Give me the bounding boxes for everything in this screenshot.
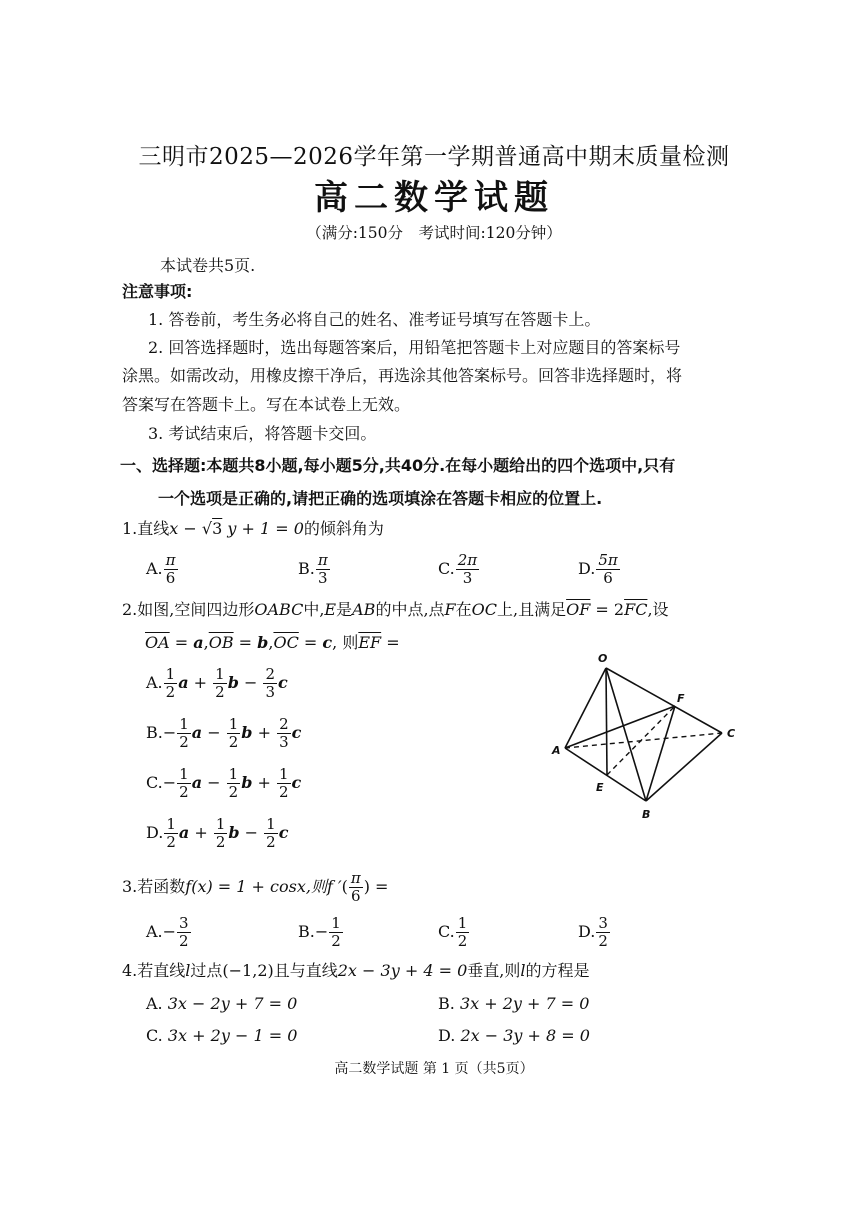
- vector: b: [241, 723, 253, 742]
- option-label: A.: [146, 559, 163, 578]
- vector: b: [241, 773, 253, 792]
- fraction: [277, 766, 291, 801]
- fraction: [329, 915, 343, 950]
- question-2-line-1: [122, 600, 669, 620]
- denominator: 2: [165, 683, 176, 701]
- fraction: [596, 552, 619, 587]
- vector: a: [191, 723, 203, 742]
- fraction: [316, 552, 330, 587]
- vector-c: c: [322, 633, 333, 652]
- option-label: D.: [146, 823, 164, 842]
- label-f: F: [677, 692, 685, 705]
- fraction: [263, 666, 277, 701]
- option-label: A.: [146, 994, 163, 1013]
- numerator: 2π: [457, 551, 478, 569]
- denominator: 2: [266, 833, 276, 851]
- option-label: B.: [438, 994, 455, 1013]
- fraction: [213, 666, 227, 701]
- denominator: 2: [278, 783, 289, 801]
- sign: −: [314, 922, 329, 941]
- question-2-line-2: [145, 633, 400, 653]
- denominator: 2: [228, 783, 239, 801]
- numerator: 1: [457, 914, 468, 932]
- vector: b: [227, 673, 239, 692]
- q1-op: −: [178, 519, 202, 538]
- option-label: C.: [438, 559, 455, 578]
- numerator: 1: [165, 665, 176, 683]
- vector: c: [278, 823, 289, 842]
- section-1-line-2: 一个选项是正确的,请把正确的选项填涂在答题卡相应的位置上.: [158, 489, 603, 508]
- sign: +: [252, 773, 276, 792]
- fraction: [264, 816, 278, 851]
- q4-text: 过点(−1,2)且与直线: [190, 961, 338, 980]
- question-4: [122, 961, 590, 981]
- fraction: [456, 915, 470, 950]
- q2-text: 中,: [303, 600, 325, 619]
- option-label: A.: [146, 673, 163, 692]
- q3-expr: (x) = 1 + cosx,则: [191, 877, 327, 896]
- denominator: 2: [598, 932, 608, 950]
- numerator: π: [317, 551, 328, 569]
- edge-ab: [565, 748, 646, 801]
- question-3: [122, 870, 388, 905]
- vector-ob: $\overline{OB}$: [208, 633, 234, 652]
- q2-eq: =: [169, 633, 194, 652]
- q3-text: 若函数: [137, 877, 186, 896]
- vector-fc: $\overline{FC}$: [624, 600, 648, 619]
- vector-a: a: [193, 633, 204, 652]
- denominator: 6: [351, 887, 361, 905]
- sign: +: [189, 823, 213, 842]
- question-number: 4.: [122, 961, 138, 980]
- fraction: [177, 915, 191, 950]
- q2-var: E: [324, 600, 337, 619]
- q1-option-a[interactable]: [146, 552, 179, 587]
- fraction: [277, 716, 291, 751]
- numerator: 1: [228, 765, 239, 783]
- q2-text: 的中点,点: [375, 600, 445, 619]
- denominator: 2: [215, 833, 226, 851]
- denominator: 2: [179, 932, 189, 950]
- q2-var: OABC: [254, 600, 304, 619]
- vector: c: [278, 673, 288, 692]
- exam-line: 三明市2025—2026学年第一学期普通高中期末质量检测: [138, 144, 730, 170]
- q2-eq: =: [298, 633, 323, 652]
- page-footer: 高二数学试题 第 1 页（共5页）: [334, 1061, 534, 1077]
- option-label: D.: [578, 922, 596, 941]
- q2-text: = 2: [590, 600, 625, 619]
- q4-option-b[interactable]: [438, 994, 589, 1014]
- q2-text: =: [381, 633, 400, 652]
- q2-option-d[interactable]: [146, 816, 288, 851]
- numerator: 1: [179, 715, 189, 733]
- q4-option-c[interactable]: [146, 1026, 297, 1046]
- sign: −: [202, 773, 226, 792]
- sign: +: [252, 723, 277, 742]
- q3-option-a[interactable]: [146, 915, 192, 950]
- option-label: A.: [146, 922, 163, 941]
- q4-option-a[interactable]: [146, 994, 297, 1014]
- q2-var: OC: [471, 600, 498, 619]
- denominator: 2: [166, 833, 176, 851]
- denominator: 2: [457, 932, 468, 950]
- denominator: 2: [215, 683, 225, 701]
- label-c: C: [727, 727, 736, 740]
- label-b: B: [642, 808, 651, 821]
- fraction: [164, 666, 178, 701]
- fraction: [227, 716, 241, 751]
- q1-eq-rest: y + 1 = 0: [222, 519, 304, 538]
- q4-text: 垂直,则: [467, 961, 521, 980]
- option-label: B.: [298, 559, 315, 578]
- numerator: 1: [331, 914, 341, 932]
- q3-option-c[interactable]: [438, 915, 470, 950]
- q2-eq: =: [233, 633, 258, 652]
- fraction: [177, 766, 191, 801]
- sign: −: [162, 773, 177, 792]
- q2-text: ,设: [647, 600, 669, 619]
- denominator: 3: [318, 569, 328, 587]
- denominator: 2: [179, 783, 189, 801]
- option-label: C.: [146, 1026, 163, 1045]
- q1-option-d[interactable]: [578, 552, 621, 587]
- vector: a: [178, 823, 190, 842]
- fraction: [164, 816, 178, 851]
- q2-option-c[interactable]: [146, 766, 301, 801]
- vector-b: b: [257, 633, 269, 652]
- q3-option-b[interactable]: [298, 915, 344, 950]
- denominator: 6: [603, 569, 613, 587]
- q1-text-end: 的倾斜角为: [303, 519, 384, 538]
- notice-item-2-line-2: 涂黑。如需改动，用橡皮擦干净后，再选涂其他答案标号。回答非选择题时，将: [122, 366, 683, 385]
- sign: −: [162, 723, 177, 742]
- edge-oa: [565, 668, 606, 748]
- q1-option-c[interactable]: [438, 552, 480, 587]
- q2-option-b[interactable]: [146, 716, 301, 751]
- exam-subtitle: （满分:150分 考试时间:120分钟）: [306, 224, 562, 242]
- question-number: 1.: [122, 519, 138, 538]
- q4-var-l: l: [520, 961, 526, 980]
- label-a: A: [552, 744, 561, 757]
- q2-comma: ,: [203, 633, 209, 652]
- q4-var-l: l: [185, 961, 191, 980]
- option-label: C.: [438, 922, 455, 941]
- numerator: 1: [278, 765, 289, 783]
- q2-var: F: [444, 600, 456, 619]
- q2-text: 如图,空间四边形: [137, 600, 255, 619]
- q3-option-d[interactable]: [578, 915, 611, 950]
- sign: −: [202, 723, 226, 742]
- fraction: [227, 766, 241, 801]
- label-o: O: [598, 652, 608, 665]
- denominator: 6: [165, 569, 176, 587]
- vector: c: [291, 723, 302, 742]
- q2-comma: ,: [268, 633, 274, 652]
- label-e: E: [596, 781, 604, 794]
- denominator: 3: [462, 569, 473, 587]
- option-label: B.: [146, 723, 163, 742]
- vector: b: [228, 823, 240, 842]
- q2-text: 在: [455, 600, 472, 619]
- vector: a: [191, 773, 203, 792]
- fraction: [456, 552, 479, 587]
- q1-text: 直线: [137, 519, 170, 538]
- denominator: 3: [279, 733, 289, 751]
- sign: +: [188, 673, 213, 692]
- vector-of: $\overline{OF}$: [566, 600, 591, 619]
- q3-derivative: f ′: [326, 877, 342, 896]
- q1-var-x: x: [169, 519, 179, 538]
- denominator: 2: [228, 733, 239, 751]
- option-text: 2x − 3y + 8 = 0: [460, 1026, 590, 1045]
- q4-equation: 2x − 3y + 4 = 0: [337, 961, 468, 980]
- edge-bc: [646, 733, 722, 801]
- numerator: 1: [266, 815, 276, 833]
- q2-var: AB: [352, 600, 376, 619]
- tetrahedron-figure: [540, 648, 750, 823]
- segment-oe: [606, 668, 607, 775]
- option-label: D.: [438, 1026, 456, 1045]
- numerator: 2: [279, 715, 289, 733]
- fraction: [349, 870, 363, 905]
- numerator: π: [350, 869, 361, 887]
- vector-oc: $\overline{OC}$: [273, 633, 299, 652]
- numerator: 1: [215, 665, 225, 683]
- sqrt-symbol: √: [201, 519, 213, 538]
- denominator: 2: [331, 932, 341, 950]
- fraction: [596, 915, 610, 950]
- question-number: 3.: [122, 877, 138, 896]
- fraction: [164, 552, 178, 587]
- notice-item-3: 3. 考试结束后，将答题卡交回。: [148, 424, 377, 443]
- edge-ac-hidden: [565, 733, 722, 748]
- fraction: [177, 716, 191, 751]
- vector-ef: $\overline{EF}$: [358, 633, 382, 652]
- question-1: [122, 519, 384, 539]
- sign: −: [162, 922, 177, 941]
- q3-paren: ) =: [363, 877, 389, 896]
- q3-paren: (: [341, 877, 348, 896]
- notice-item-1: 1. 答卷前，考生务必将自己的姓名、准考证号填写在答题卡上。: [148, 310, 601, 329]
- q4-text: 若直线: [137, 961, 186, 980]
- option-text: 3x + 2y + 7 = 0: [459, 994, 590, 1013]
- vector: a: [178, 673, 189, 692]
- numerator: 1: [215, 815, 226, 833]
- q2-text: 是: [336, 600, 353, 619]
- numerator: 5π: [598, 551, 618, 569]
- q4-text: 的方程是: [525, 961, 590, 980]
- notice-item-2-line-1: 2. 回答选择题时，选出每题答案后，用铅笔把答题卡上对应题目的答案标号: [148, 338, 681, 357]
- numerator: 3: [598, 914, 608, 932]
- vector: c: [291, 773, 302, 792]
- q4-option-d[interactable]: [438, 1026, 590, 1046]
- q3-func: f: [185, 877, 192, 896]
- option-text: 3x + 2y − 1 = 0: [167, 1026, 298, 1045]
- question-number: 2.: [122, 600, 138, 619]
- sign: −: [239, 823, 264, 842]
- vector-oa: $\overline{OA}$: [145, 633, 170, 652]
- numerator: 2: [265, 665, 275, 683]
- option-label: C.: [146, 773, 163, 792]
- numerator: 1: [179, 765, 189, 783]
- numerator: π: [165, 551, 176, 569]
- denominator: 2: [179, 733, 189, 751]
- q2-option-a[interactable]: [146, 666, 288, 701]
- page-title: 高二数学试题: [314, 178, 554, 218]
- denominator: 3: [265, 683, 275, 701]
- numerator: 1: [166, 815, 176, 833]
- notice-heading: 注意事项:: [122, 282, 193, 301]
- q2-text: , 则: [332, 633, 359, 652]
- sign: −: [238, 673, 263, 692]
- fraction: [214, 816, 228, 851]
- q1-option-b[interactable]: [298, 552, 331, 587]
- numerator: 3: [179, 914, 189, 932]
- intro-text: 本试卷共5页.: [160, 256, 256, 275]
- option-text: 3x − 2y + 7 = 0: [167, 994, 298, 1013]
- q2-text: 上,且满足: [497, 600, 567, 619]
- section-1-line-1: 一、选择题:本题共8小题,每小题5分,共40分.在每小题给出的四个选项中,只有: [120, 456, 676, 475]
- option-label: D.: [578, 559, 596, 578]
- numerator: 1: [228, 715, 239, 733]
- notice-item-2-line-3: 答案写在答题卡上。写在本试卷上无效。: [122, 395, 411, 414]
- option-label: B.: [298, 922, 315, 941]
- q1-radicand: 3: [212, 519, 223, 538]
